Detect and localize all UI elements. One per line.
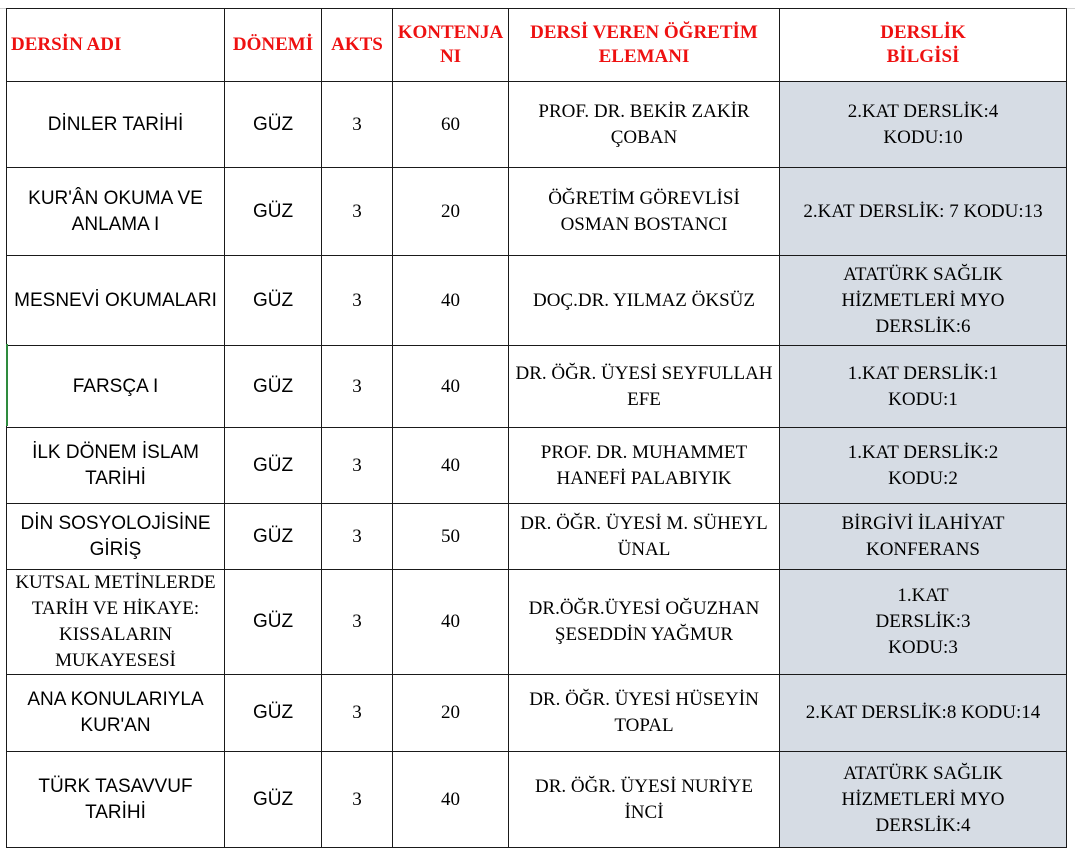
header-row xyxy=(7,9,1067,82)
cell-line: 1.KAT DERSLİK:1 xyxy=(847,362,999,384)
cell-line: KODU:2 xyxy=(888,467,958,489)
quota-cell[interactable]: 50 xyxy=(393,504,509,570)
table-row xyxy=(7,752,1067,848)
cell-line: DİNLER TARİHİ xyxy=(47,113,184,135)
cell-line: DR. ÖĞR. ÜYESİ SEYFULLAH xyxy=(515,362,773,384)
term-cell[interactable]: GÜZ xyxy=(225,168,322,256)
akts-cell[interactable]: 3 xyxy=(322,82,393,168)
akts-cell[interactable]: 3 xyxy=(322,168,393,256)
table-body xyxy=(7,82,1067,848)
cell-line: TARİHİ xyxy=(85,801,146,823)
room-info-cell[interactable] xyxy=(780,168,1067,256)
term-cell[interactable]: GÜZ xyxy=(225,346,322,428)
cell-line: DERSLİK:6 xyxy=(875,315,971,337)
term-cell[interactable]: GÜZ xyxy=(225,82,322,168)
teacher-cell[interactable] xyxy=(509,82,780,168)
cell-line: KISSALARIN xyxy=(59,624,172,645)
room-info-cell[interactable] xyxy=(780,675,1067,752)
cell-line: PROF. DR. MUHAMMET xyxy=(540,441,748,463)
akts-cell[interactable]: 3 xyxy=(322,428,393,504)
akts-cell[interactable]: 3 xyxy=(322,256,393,346)
cell-line: İLK DÖNEM İSLAM xyxy=(32,441,199,463)
quota-cell[interactable]: 40 xyxy=(393,570,509,675)
cell-line: DERSLİK:4 xyxy=(875,814,971,836)
cell-line: HİZMETLERİ MYO xyxy=(841,788,1005,810)
cell-line: PROF. DR. BEKİR ZAKİR xyxy=(538,100,750,122)
akts-cell[interactable]: 3 xyxy=(322,570,393,675)
cell-line: KUR'ÂN OKUMA VE xyxy=(28,187,203,209)
cell-line: 2.KAT DERSLİK:4 xyxy=(847,100,999,122)
course-name-cell[interactable] xyxy=(7,168,225,256)
course-schedule-table xyxy=(6,8,1067,848)
table-row xyxy=(7,428,1067,504)
teacher-cell[interactable] xyxy=(509,675,780,752)
cell-line: ÜNAL xyxy=(617,538,671,560)
cell-line: DR. ÖĞR. ÜYESİ NURİYE xyxy=(535,775,753,797)
cell-line: ŞESEDDİN YAĞMUR xyxy=(554,624,734,645)
room-info-cell[interactable] xyxy=(780,82,1067,168)
room-info-cell[interactable] xyxy=(780,570,1067,675)
cell-line: ÇOBAN xyxy=(610,126,678,148)
cell-line: DİN SOSYOLOJİSİNE xyxy=(20,512,211,534)
akts-cell[interactable]: 3 xyxy=(322,752,393,848)
course-name-cell[interactable] xyxy=(7,428,225,504)
table-row xyxy=(7,675,1067,752)
teacher-cell[interactable] xyxy=(509,504,780,570)
header-akts[interactable]: AKTS xyxy=(322,9,393,82)
header-teacher[interactable]: DERSİ VEREN ÖĞRETİM ELEMANI xyxy=(509,9,780,82)
cell-line: EFE xyxy=(627,388,661,410)
teacher-cell[interactable] xyxy=(509,256,780,346)
table-row xyxy=(7,570,1067,675)
term-cell[interactable]: GÜZ xyxy=(225,428,322,504)
course-name-cell[interactable] xyxy=(7,570,225,675)
room-info-cell[interactable] xyxy=(780,504,1067,570)
cell-line: HANEFİ PALABIYIK xyxy=(556,467,732,489)
header-quota[interactable]: KONTENJA NI xyxy=(393,9,509,82)
cell-line: İNCİ xyxy=(624,801,664,823)
course-name-cell[interactable] xyxy=(7,504,225,570)
term-cell[interactable]: GÜZ xyxy=(225,570,322,675)
table-row xyxy=(7,346,1067,428)
cell-line: OSMAN BOSTANCI xyxy=(560,213,728,235)
teacher-cell[interactable] xyxy=(509,570,780,675)
cell-line: TÜRK TASAVVUF xyxy=(38,775,193,797)
term-cell[interactable]: GÜZ xyxy=(225,504,322,570)
teacher-cell[interactable] xyxy=(509,346,780,428)
teacher-cell[interactable] xyxy=(509,168,780,256)
cell-line: ANA KONULARIYLA xyxy=(27,689,204,710)
cell-line: KODU:3 xyxy=(888,637,958,658)
cell-line: KUR'AN xyxy=(80,715,151,736)
cell-selection-marker xyxy=(6,344,8,426)
course-name-cell[interactable] xyxy=(7,675,225,752)
cell-line: 2.KAT DERSLİK:8 KODU:14 xyxy=(805,702,1041,723)
table-row xyxy=(7,256,1067,346)
cell-line: FARSÇA I xyxy=(72,375,159,397)
quota-cell[interactable]: 40 xyxy=(393,346,509,428)
room-info-cell[interactable] xyxy=(780,428,1067,504)
room-info-cell[interactable] xyxy=(780,752,1067,848)
cell-line: DR. ÖĞR. ÜYESİ HÜSEYİN xyxy=(529,689,759,710)
akts-cell[interactable]: 3 xyxy=(322,504,393,570)
quota-cell[interactable]: 40 xyxy=(393,752,509,848)
cell-line: ATATÜRK SAĞLIK xyxy=(843,762,1003,784)
room-info-cell[interactable] xyxy=(780,346,1067,428)
quota-cell[interactable]: 20 xyxy=(393,675,509,752)
term-cell[interactable]: GÜZ xyxy=(225,675,322,752)
cell-line: DR.ÖĞR.ÜYESİ OĞUZHAN xyxy=(528,598,760,619)
header-room-info[interactable]: DERSLİK BİLGİSİ xyxy=(780,9,1067,82)
quota-cell[interactable]: 40 xyxy=(393,256,509,346)
teacher-cell[interactable] xyxy=(509,428,780,504)
quota-cell[interactable]: 20 xyxy=(393,168,509,256)
cell-line: ATATÜRK SAĞLIK xyxy=(843,263,1003,285)
cell-line: MESNEVİ OKUMALARI xyxy=(14,289,217,311)
course-name-cell[interactable] xyxy=(7,752,225,848)
term-cell[interactable]: GÜZ xyxy=(225,752,322,848)
cell-line: GİRİŞ xyxy=(89,538,142,560)
cell-line: 1.KAT xyxy=(897,585,949,606)
quota-cell[interactable]: 40 xyxy=(393,428,509,504)
table-row xyxy=(7,504,1067,570)
course-name-cell[interactable] xyxy=(7,82,225,168)
cell-line: HİZMETLERİ MYO xyxy=(841,289,1005,311)
cell-line: DERSLİK:3 xyxy=(875,611,971,632)
cell-line: DOÇ.DR. YILMAZ ÖKSÜZ xyxy=(532,289,756,311)
header-term[interactable]: DÖNEMİ xyxy=(225,9,322,82)
header-course-name[interactable]: DERSİN ADI xyxy=(7,9,225,82)
course-name-cell[interactable] xyxy=(7,346,225,428)
cell-line: 2.KAT DERSLİK: 7 KODU:13 xyxy=(803,200,1043,222)
cell-line: DR. ÖĞR. ÜYESİ M. SÜHEYL xyxy=(520,512,768,534)
cell-line: ÖĞRETİM GÖREVLİSİ xyxy=(548,187,740,209)
akts-cell[interactable]: 3 xyxy=(322,346,393,428)
cell-line: ANLAMA I xyxy=(71,213,160,235)
cell-line: 1.KAT DERSLİK:2 xyxy=(847,441,999,463)
cell-line: TARİHİ xyxy=(85,467,146,489)
cell-line: BİRGİVİ İLAHİYAT xyxy=(841,512,1005,534)
teacher-cell[interactable] xyxy=(509,752,780,848)
cell-line: KUTSAL METİNLERDE xyxy=(15,572,216,593)
cell-line: KODU:10 xyxy=(883,126,963,148)
room-info-cell[interactable] xyxy=(780,256,1067,346)
quota-cell[interactable]: 60 xyxy=(393,82,509,168)
cell-line: KONFERANS xyxy=(865,538,981,560)
cell-line: MUKAYESESİ xyxy=(55,650,176,671)
cell-line: TARİH VE HİKAYE: xyxy=(31,598,200,619)
table-row xyxy=(7,82,1067,168)
cell-line: KODU:1 xyxy=(888,388,958,410)
term-cell[interactable]: GÜZ xyxy=(225,256,322,346)
cell-line: TOPAL xyxy=(614,715,674,736)
akts-cell[interactable]: 3 xyxy=(322,675,393,752)
course-name-cell[interactable] xyxy=(7,256,225,346)
table-row xyxy=(7,168,1067,256)
